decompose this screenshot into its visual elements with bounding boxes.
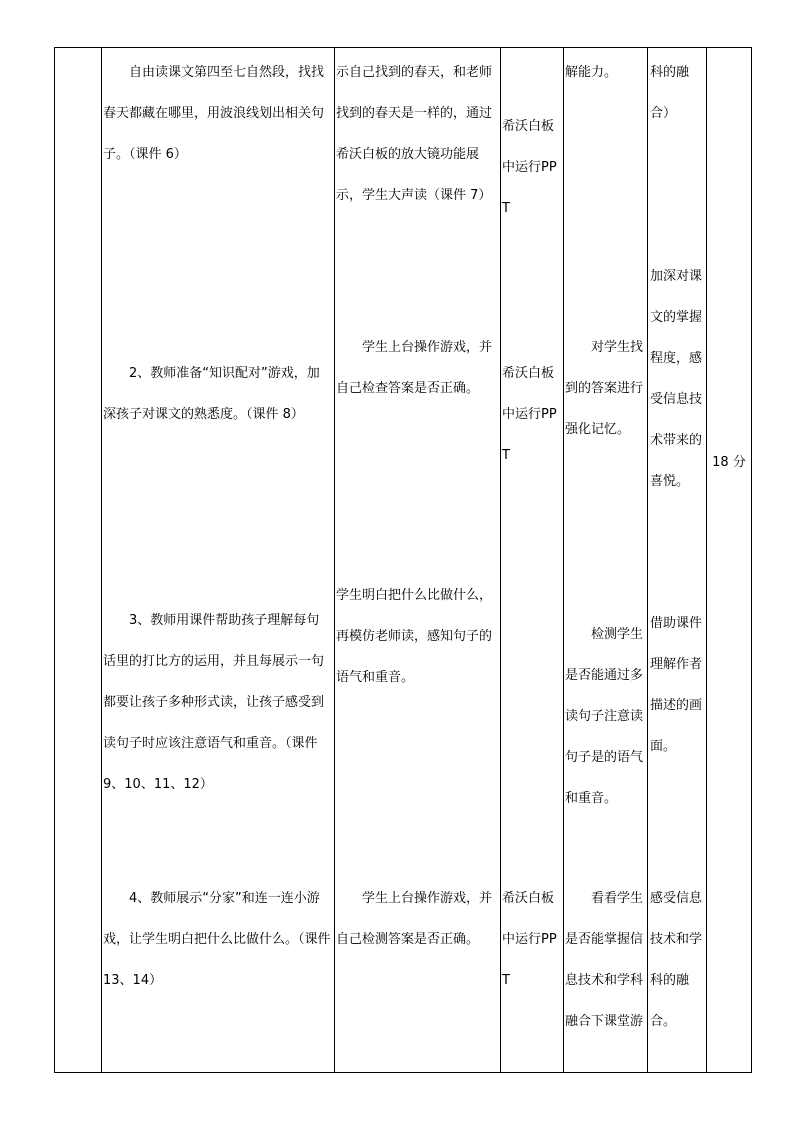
note-text-1: 科的融合） <box>650 65 690 121</box>
process-text-3: 3、教师用课件帮助孩子理解每句话里的打比方的运用，并且每展示一句都要让孩子多种形式读，让孩子感受到读句子时应该注意语气和重音。（课件 9、10、11、12） <box>103 613 325 792</box>
student-text-1: 示自己找到的春天，和老师找到的春天是一样的，通过希沃白板的放大镜功能展示，学生大声读（课件 7） <box>336 65 493 203</box>
intent-text-4: 看看学生是否能掌握信息技术和学科融合下课堂游 <box>565 891 644 1029</box>
lesson-table <box>54 47 752 1073</box>
note-text-2: 加深对课文的掌握程度，感受信息技术带来的喜悦。 <box>650 269 703 489</box>
media-cell <box>501 48 564 1073</box>
student-text-3: 学生明白把什么比做什么，再模仿老师读，感知句子的语气和重音。 <box>336 588 493 685</box>
note-text-3: 借助课件理解作者描述的画面。 <box>650 616 703 754</box>
student-text-4: 学生上台操作游戏，并自己检测答案是否正确。 <box>336 891 493 947</box>
student-text-2: 学生上台操作游戏，并自己检查答案是否正确。 <box>336 340 493 396</box>
teaching-process-cell <box>102 48 335 1073</box>
media-text-1: 希沃白板中运行PPT <box>502 119 557 216</box>
process-text-1: 自由读课文第四至七自然段，找找春天都藏在哪里，用波浪线划出相关句子。（课件 6） <box>103 65 325 162</box>
media-text-2: 希沃白板中运行PPT <box>502 366 557 463</box>
integration-note-cell <box>648 48 707 1073</box>
student-activity-cell <box>335 48 501 1073</box>
media-text-4: 希沃白板中运行PPT <box>502 891 557 988</box>
intent-text-2: 对学生找到的答案进行强化记忆。 <box>565 340 644 437</box>
intent-text-1: 解能力。 <box>565 65 618 80</box>
intent-text-3: 检测学生是否能通过多读句子注意读句子是的语气和重音。 <box>565 627 644 806</box>
process-text-4: 4、教师展示“分家”和连一连小游戏，让学生明白把什么比做什么。（课件 13、14） <box>103 891 335 988</box>
note-text-4: 感受信息技术和学科的融合。 <box>650 891 703 1029</box>
time-cell <box>707 48 752 1073</box>
time-text: 18 分 <box>712 455 746 470</box>
process-text-2: 2、教师准备“知识配对”游戏，加深孩子对课文的熟悉度。（课件 8） <box>103 366 320 422</box>
design-intent-cell <box>564 48 648 1073</box>
stage-column-cell <box>55 48 102 1073</box>
